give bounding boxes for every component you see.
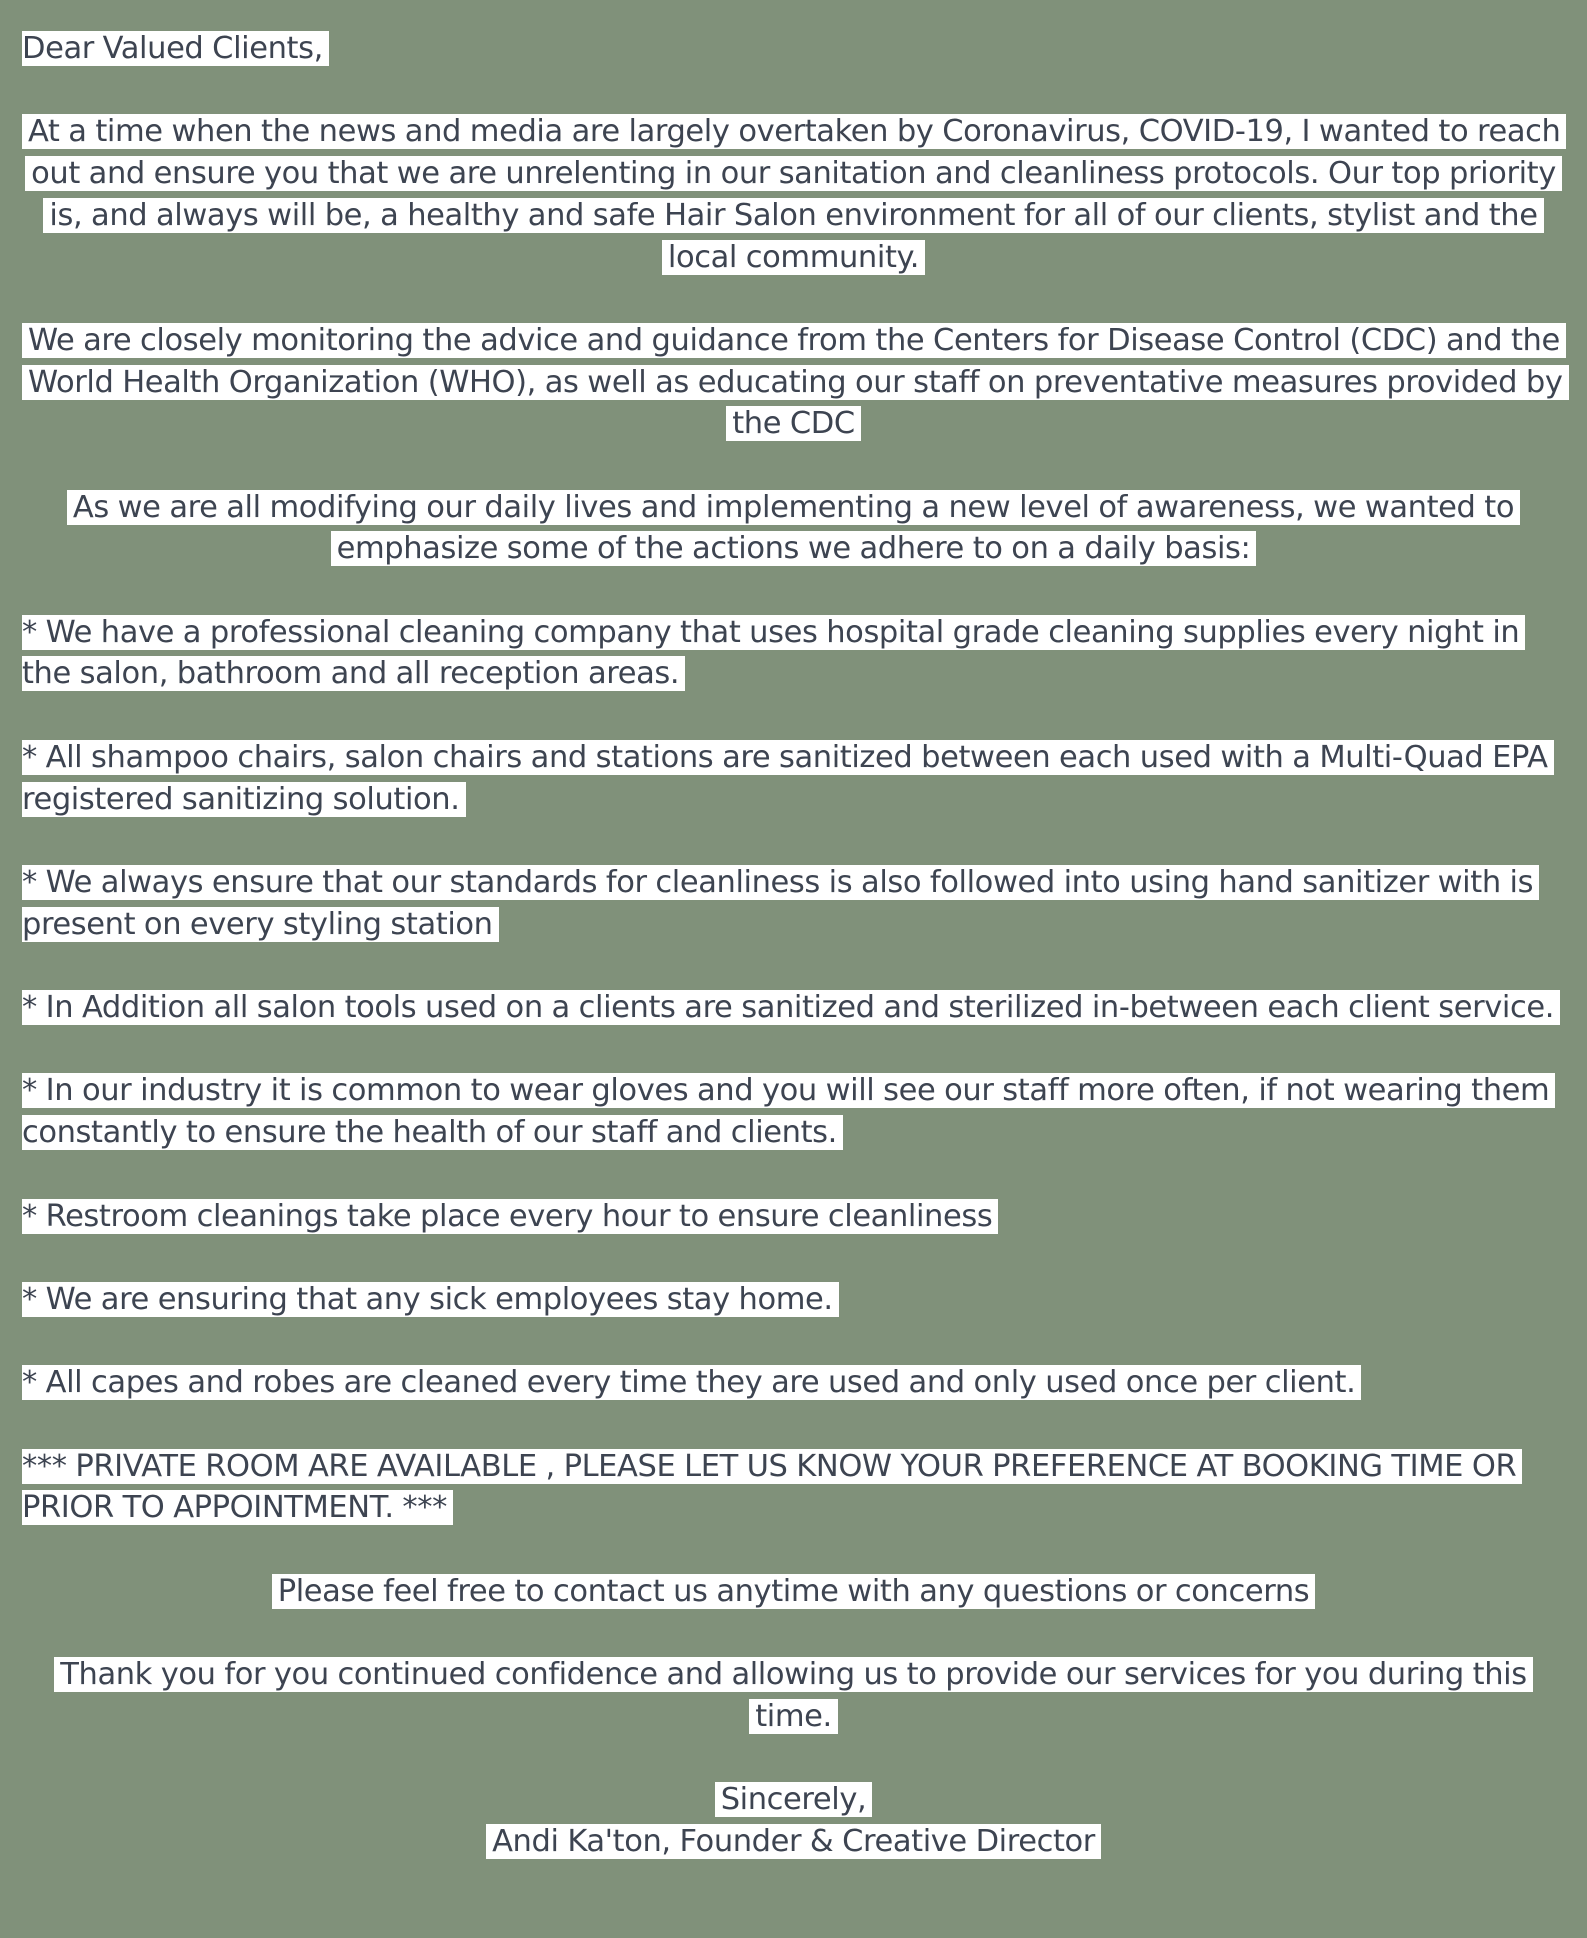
greeting <box>22 28 1565 70</box>
actions-intro-text: As we are all modifying our daily lives and implementing a new level of awareness, we wanted to emphasize some of the actions we adhere to on a daily basis: <box>67 490 1520 567</box>
closing <box>22 1779 1565 1821</box>
bullet-text: * We always ensure that our standards for cleanliness is also followed into using hand sanitizer with is present on every styling station <box>22 865 1539 942</box>
signature <box>22 1821 1565 1863</box>
bullet-text: * Restroom cleanings take place every hour to ensure cleanliness <box>22 1199 998 1234</box>
actions-intro-paragraph <box>22 487 1565 570</box>
bullet-item <box>22 1279 1565 1321</box>
bullet-item <box>22 987 1565 1029</box>
bullet-item <box>22 1196 1565 1238</box>
monitoring-text: We are closely monitoring the advice and guidance from the Centers for Disease Control (CDC) and the World Health Organization (WHO), as well as educating our staff on preventative measures provided by the CDC <box>22 323 1569 441</box>
closing-text: Sincerely, <box>715 1782 873 1817</box>
contact-paragraph <box>22 1571 1565 1613</box>
bullet-text: * In our industry it is common to wear gloves and you will see our staff more often, if not wearing them constantly to ensure the health of our staff and clients. <box>22 1073 1555 1150</box>
bullet-text: * In Addition all salon tools used on a clients are sanitized and sterilized in-between each client service. <box>22 990 1560 1025</box>
bullet-text: * All capes and robes are cleaned every time they are used and only used once per client. <box>22 1365 1361 1400</box>
private-room-text: *** PRIVATE ROOM ARE AVAILABLE , PLEASE LET US KNOW YOUR PREFERENCE AT BOOKING TIME OR PRIOR TO APPOINTMENT. *** <box>22 1449 1522 1526</box>
bullet-text: * We are ensuring that any sick employees stay home. <box>22 1282 839 1317</box>
signature-text: Andi Ka'ton, Founder & Creative Director <box>486 1824 1101 1859</box>
monitoring-paragraph <box>22 320 1565 445</box>
bullet-text: * We have a professional cleaning company that uses hospital grade cleaning supplies every night in the salon, bathroom and all reception areas. <box>22 615 1525 692</box>
contact-text: Please feel free to contact us anytime with any questions or concerns <box>272 1574 1316 1609</box>
bullet-item <box>22 737 1565 820</box>
bullet-item <box>22 612 1565 695</box>
thanks-text: Thank you for you continued confidence and allowing us to provide our services for you during this time. <box>54 1657 1532 1734</box>
bullet-item <box>22 862 1565 945</box>
private-room-notice <box>22 1446 1565 1529</box>
bullet-item <box>22 1362 1565 1404</box>
thanks-paragraph <box>22 1654 1565 1737</box>
bullet-text: * All shampoo chairs, salon chairs and stations are sanitized between each used with a Multi-Quad EPA registered sanitizing solution. <box>22 740 1554 817</box>
greeting-text: Dear Valued Clients, <box>22 31 329 66</box>
intro-paragraph <box>22 111 1565 278</box>
intro-text: At a time when the news and media are largely overtaken by Coronavirus, COVID-19, I wanted to reach out and ensure you that we are unrelenting in our sanitation and cleanliness protocols. Our top priority is, and always will be, a healthy and safe Hair Salon environment for all of our clients, stylist and the local community. <box>22 114 1566 274</box>
bullet-item <box>22 1070 1565 1153</box>
